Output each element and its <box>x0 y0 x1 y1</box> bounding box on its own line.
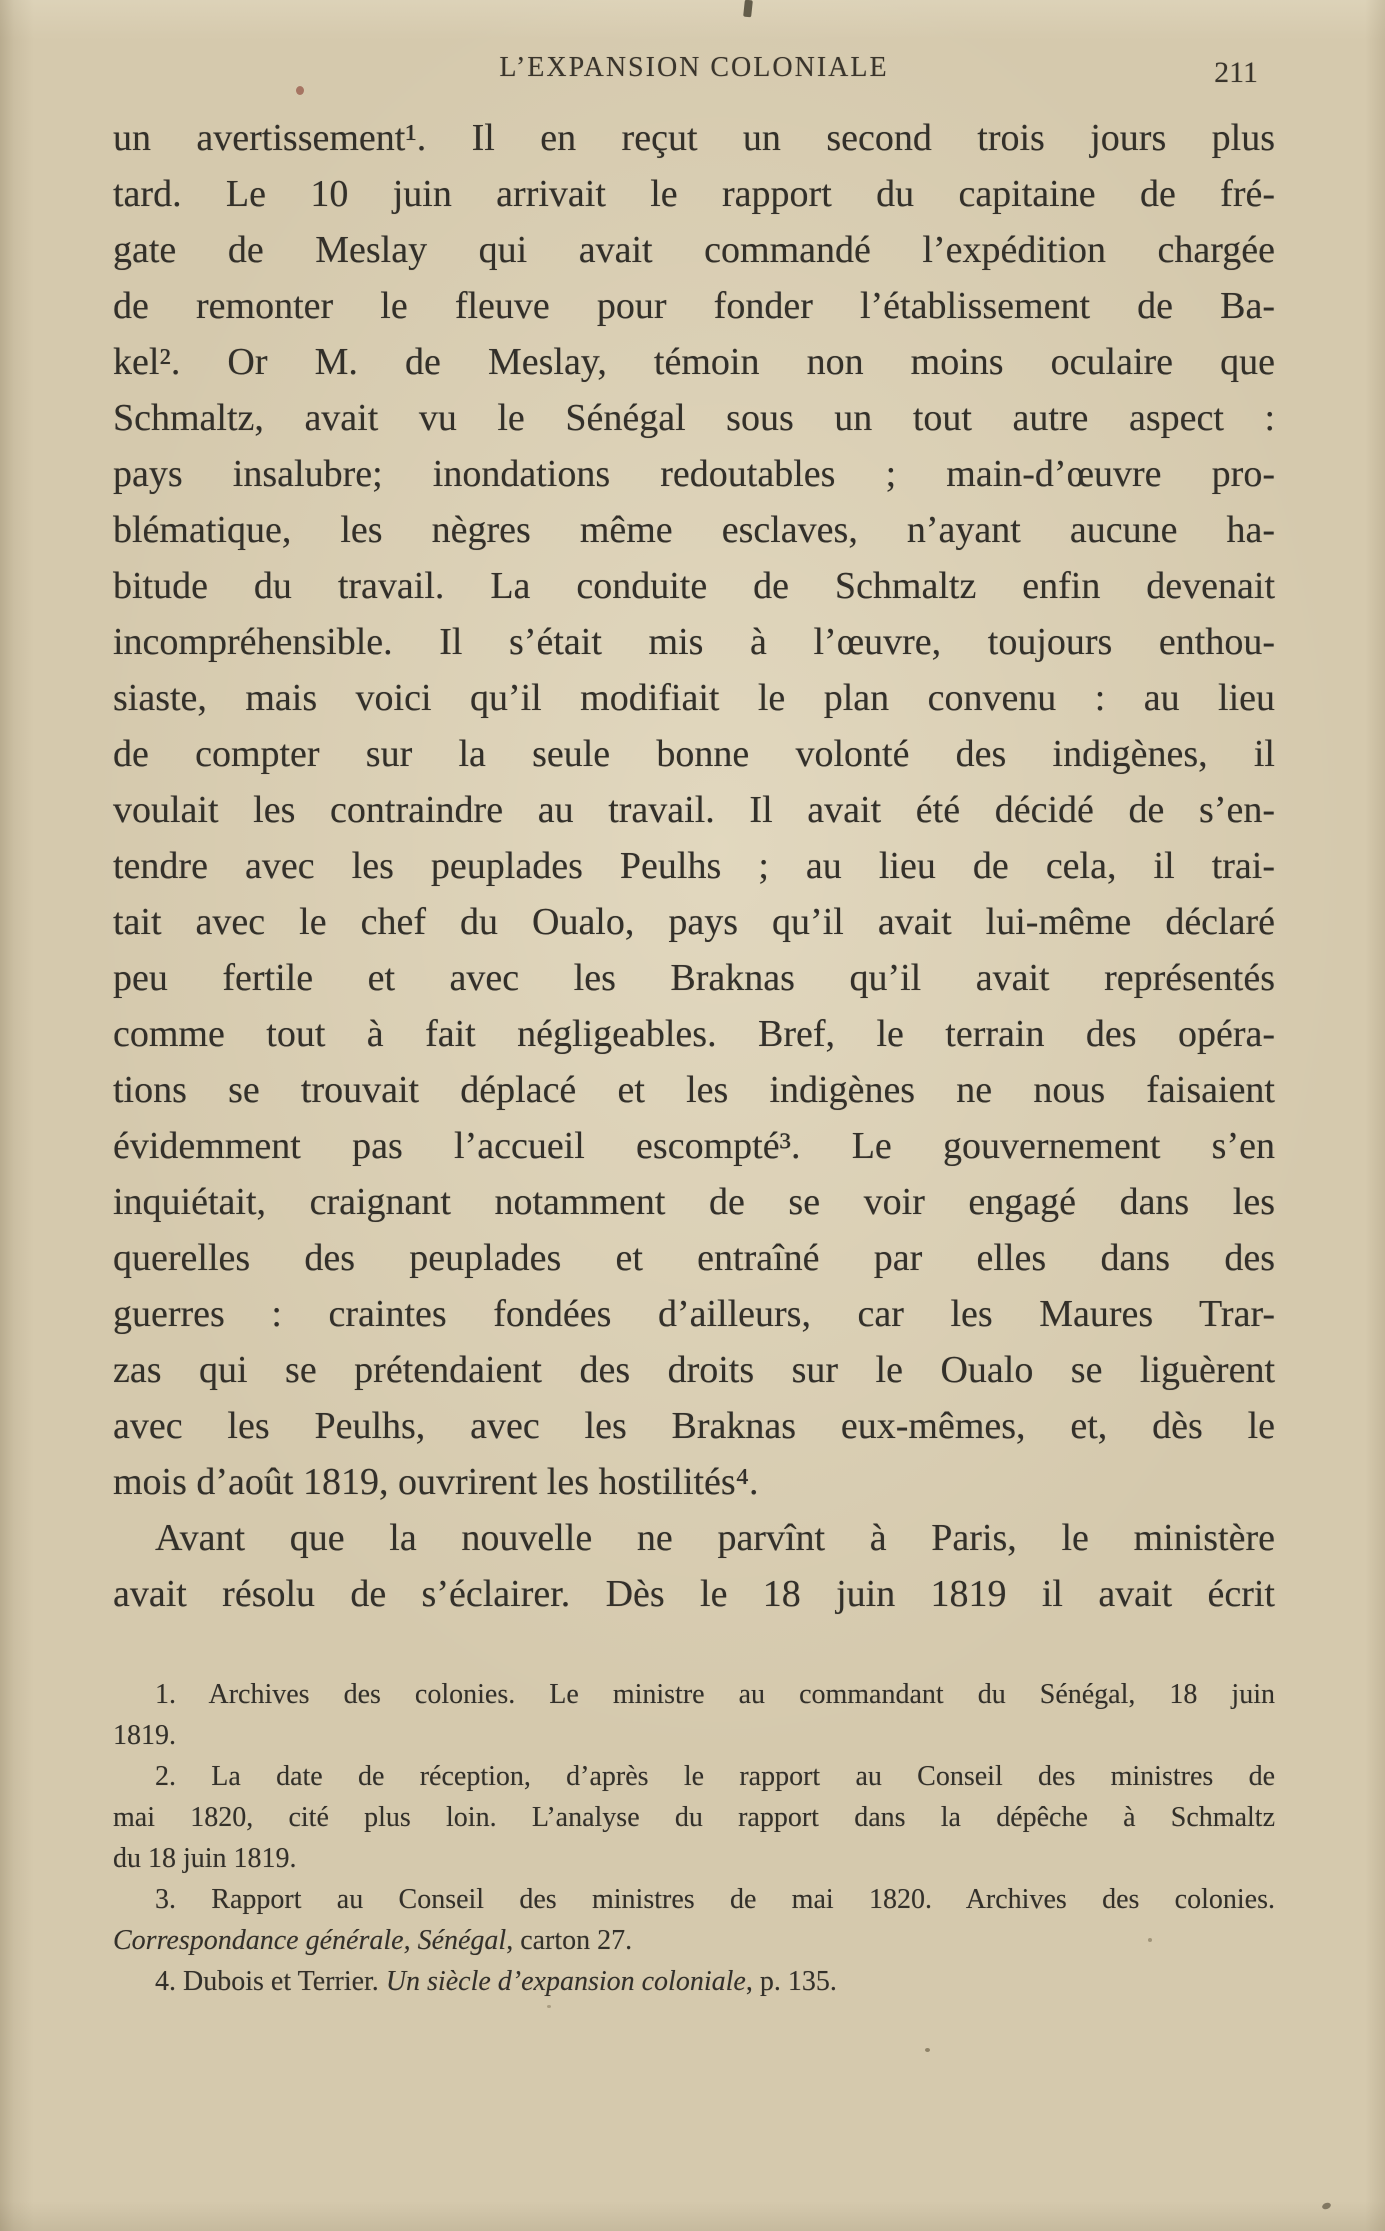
body-text <box>113 110 1275 1622</box>
text-line: Avant que la nouvelle ne parvînt à Paris, le ministère <box>155 1517 1275 1559</box>
text-line: incompréhensible. Il s’était mis à l’œuvre, toujours enthou- <box>113 621 1275 663</box>
text-line: blématique, les nègres même esclaves, n’ayant aucune ha- <box>113 509 1275 551</box>
page-number: 211 <box>1214 56 1258 89</box>
text-line: tard. Le 10 juin arrivait le rapport du capitaine de fré- <box>113 173 1275 215</box>
text-line: tendre avec les peuplades Peulhs ; au lieu de cela, il trai- <box>113 845 1275 887</box>
text-line: évidemment pas l’accueil escompté³. Le gouvernement s’en <box>113 1125 1275 1167</box>
ink-speck <box>296 86 304 95</box>
paper-speck <box>547 2005 551 2008</box>
scan-artifact-top-mark <box>743 0 753 17</box>
text-line: 3. Rapport au Conseil des ministres de mai 1820. Archives des colonies. <box>155 1884 1275 1915</box>
text-line: Schmaltz, avait vu le Sénégal sous un tout autre aspect : <box>113 397 1275 439</box>
text-line: gate de Meslay qui avait commandé l’expédition chargée <box>113 229 1275 271</box>
text-line: de remonter le fleuve pour fonder l’établissement de Ba- <box>113 285 1275 327</box>
text-line: 2. La date de réception, d’après le rapport au Conseil des ministres de <box>155 1761 1275 1792</box>
text-line: du 18 juin 1819. <box>113 1843 297 1874</box>
text-line: 1. Archives des colonies. Le ministre au commandant du Sénégal, 18 juin <box>155 1679 1275 1710</box>
text-line: zas qui se prétendaient des droits sur le Oualo se liguèrent <box>113 1349 1275 1391</box>
running-head-title: L’EXPANSION COLONIALE <box>499 52 889 83</box>
text-line: tions se trouvait déplacé et les indigènes ne nous faisaient <box>113 1069 1275 1111</box>
text-line: de compter sur la seule bonne volonté des indigènes, il <box>113 733 1275 775</box>
text-line: kel². Or M. de Meslay, témoin non moins oculaire que <box>113 341 1275 383</box>
text-line: Correspondance générale, Sénégal, carton 27. <box>113 1925 633 1956</box>
text-line: mois d’août 1819, ouvrirent les hostilités⁴. <box>113 1461 759 1503</box>
text-line: un avertissement¹. Il en reçut un second trois jours plus <box>113 117 1275 159</box>
text-line: peu fertile et avec les Braknas qu’il avait représentés <box>113 957 1275 999</box>
text-line: tait avec le chef du Oualo, pays qu’il avait lui-même déclaré <box>113 901 1275 943</box>
text-line: 4. Dubois et Terrier. Un siècle d’expansion coloniale, p. 135. <box>155 1966 837 1997</box>
text-line: mai 1820, cité plus loin. L’analyse du rapport dans la dépêche à Schmaltz <box>113 1802 1275 1833</box>
text-line: voulait les contraindre au travail. Il avait été décidé de s’en- <box>113 789 1275 831</box>
text-line: guerres : craintes fondées d’ailleurs, car les Maures Trar- <box>113 1293 1275 1335</box>
text-line: querelles des peuplades et entraîné par elles dans des <box>113 1237 1275 1279</box>
paper-speck <box>1148 1938 1152 1942</box>
text-line: siaste, mais voici qu’il modifiait le plan convenu : au lieu <box>113 677 1275 719</box>
text-line: bitude du travail. La conduite de Schmaltz enfin devenait <box>113 565 1275 607</box>
footnotes <box>113 1674 1275 2002</box>
text-line: comme tout à fait négligeables. Bref, le terrain des opéra- <box>113 1013 1275 1055</box>
text-line: avec les Peulhs, avec les Braknas eux-mêmes, et, dès le <box>113 1405 1275 1447</box>
paper-speck <box>925 2048 930 2052</box>
text-line: 1819. <box>113 1720 176 1751</box>
paper-speck <box>1321 2202 1332 2211</box>
text-line: pays insalubre; inondations redoutables ; main-d’œuvre pro- <box>113 453 1275 495</box>
text-line: avait résolu de s’éclairer. Dès le 18 juin 1819 il avait écrit <box>113 1573 1275 1615</box>
text-line: inquiétait, craignant notamment de se voir engagé dans les <box>113 1181 1275 1223</box>
